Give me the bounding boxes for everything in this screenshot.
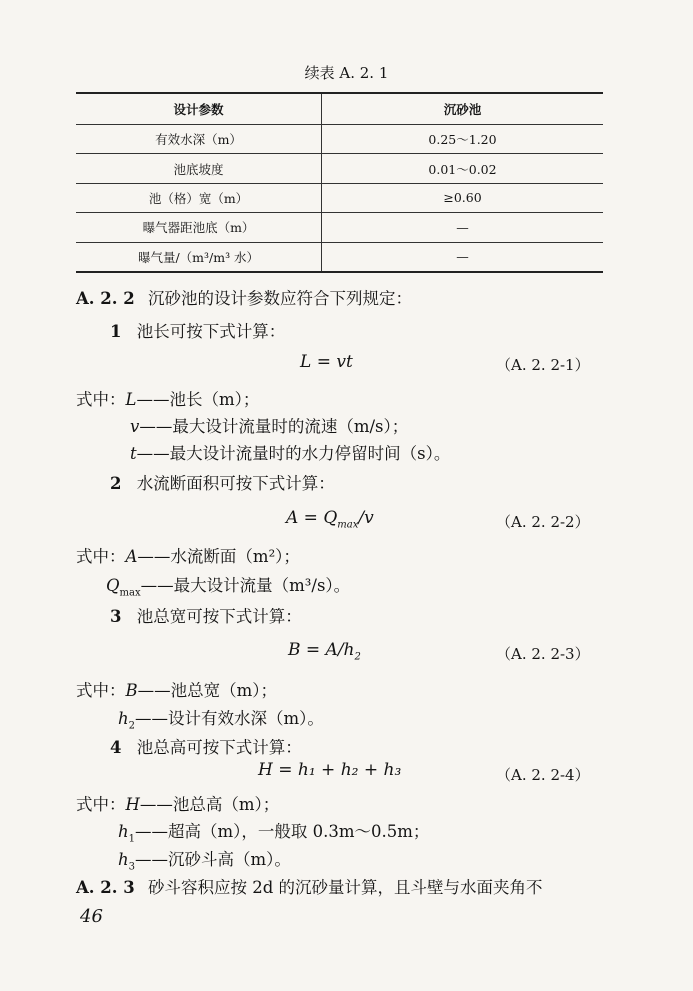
symbol: h — [118, 850, 129, 869]
table-cell: — — [322, 242, 604, 272]
list-item-3 — [110, 603, 302, 627]
formula-part: B = A/h — [288, 640, 355, 660]
formula-subscript: max — [337, 519, 359, 531]
symbol: v — [130, 417, 140, 436]
where-label: 式中： — [76, 390, 126, 409]
definition-line — [118, 818, 429, 844]
definition-line — [76, 677, 277, 701]
symbol: h — [118, 709, 129, 728]
page-number: 46 — [80, 906, 103, 927]
table-row — [76, 213, 603, 242]
list-item-1 — [110, 318, 285, 342]
definition-line — [76, 791, 279, 815]
where-label: 式中： — [76, 547, 126, 566]
definition-line — [130, 440, 450, 464]
symbol-subscript: max — [119, 587, 141, 599]
table-row — [76, 242, 603, 272]
definition-text: ——超高（m），一般取 0.3m～0.5m； — [135, 822, 430, 841]
formula-part: A = Q — [286, 508, 338, 528]
definition-line — [76, 543, 300, 567]
item-text: 池总宽可按下式计算： — [136, 607, 302, 626]
formula-a223 — [288, 640, 361, 662]
symbol: Q — [106, 576, 120, 595]
equation-number: （A. 2. 2-2） — [496, 513, 590, 531]
definition-text: ——最大设计流量（m³/s）。 — [140, 576, 351, 595]
definition-line — [118, 705, 324, 731]
definition-text: ——池长（m）； — [136, 390, 260, 409]
formula-a224: H = h₁ + h₂ + h₃ — [258, 760, 402, 780]
definition-text: ——最大设计流量时的水力停留时间（s）。 — [136, 444, 451, 463]
definition-text: ——设计有效水深（m）。 — [135, 709, 324, 728]
table-header-cell: 设计参数 — [76, 93, 322, 125]
section-heading-a223 — [76, 874, 543, 898]
item-text: 池长可按下式计算： — [136, 322, 286, 341]
table-header-cell: 沉砂池 — [322, 93, 604, 125]
table-cell: 池（格）宽（m） — [76, 183, 322, 212]
parameter-table — [76, 92, 603, 273]
equation-number: （A. 2. 2-1） — [496, 356, 590, 374]
item-number: 4 — [110, 738, 122, 757]
item-text: 水流断面积可按下式计算： — [136, 474, 335, 493]
symbol: A — [125, 547, 138, 566]
table-cell: 曝气量/（m³/m³ 水） — [76, 242, 322, 272]
list-item-4 — [110, 734, 302, 758]
item-number: 1 — [110, 322, 122, 341]
list-item-2 — [110, 470, 335, 494]
symbol-subscript: 2 — [128, 720, 136, 732]
section-number: A. 2. 3 — [76, 878, 135, 897]
where-label: 式中： — [76, 795, 126, 814]
section-text: 沉砂池的设计参数应符合下列规定： — [148, 289, 412, 308]
table-cell: — — [322, 213, 604, 242]
table-caption: 续表 A. 2. 1 — [304, 64, 389, 82]
definition-text: ——水流断面（m²）； — [137, 547, 300, 566]
table-row — [76, 125, 603, 154]
symbol: B — [125, 681, 138, 700]
symbol-subscript: 1 — [128, 833, 136, 845]
formula-part: /v — [358, 508, 374, 528]
equation-number: （A. 2. 2-4） — [496, 766, 590, 784]
definition-line — [118, 846, 291, 872]
equation-number: （A. 2. 2-3） — [496, 645, 590, 663]
table-cell: 池底坡度 — [76, 154, 322, 183]
definition-line — [106, 572, 350, 598]
table-row — [76, 154, 603, 183]
section-text: 砂斗容积应按 2d 的沉砂量计算，且斗壁与水面夹角不 — [148, 878, 543, 897]
symbol: H — [125, 795, 140, 814]
definition-text: ——池总高（m）； — [139, 795, 280, 814]
definition-text: ——池总宽（m）； — [137, 681, 278, 700]
table-cell: ≥0.60 — [322, 183, 604, 212]
definition-text: ——最大设计流量时的流速（m/s）； — [139, 417, 409, 436]
formula-a221: L = vt — [300, 352, 353, 372]
table-header-row — [76, 93, 603, 125]
symbol: t — [130, 444, 137, 463]
item-number: 2 — [110, 474, 122, 493]
definition-line — [130, 413, 408, 437]
table-cell: 有效水深（m） — [76, 125, 322, 154]
section-number: A. 2. 2 — [76, 289, 135, 308]
item-text: 池总高可按下式计算： — [136, 738, 302, 757]
symbol: h — [118, 822, 129, 841]
table-row — [76, 183, 603, 212]
table-cell: 0.25～1.20 — [322, 125, 604, 154]
formula-subscript: 2 — [354, 651, 361, 663]
definition-line — [76, 386, 259, 410]
item-number: 3 — [110, 607, 122, 626]
where-label: 式中： — [76, 681, 126, 700]
section-heading-a222 — [76, 285, 412, 309]
table-cell: 0.01～0.02 — [322, 154, 604, 183]
table-cell: 曝气器距池底（m） — [76, 213, 322, 242]
symbol: L — [125, 390, 137, 409]
symbol-subscript: 3 — [128, 861, 136, 873]
formula-a222 — [286, 508, 374, 530]
definition-text: ——沉砂斗高（m）。 — [135, 850, 291, 869]
